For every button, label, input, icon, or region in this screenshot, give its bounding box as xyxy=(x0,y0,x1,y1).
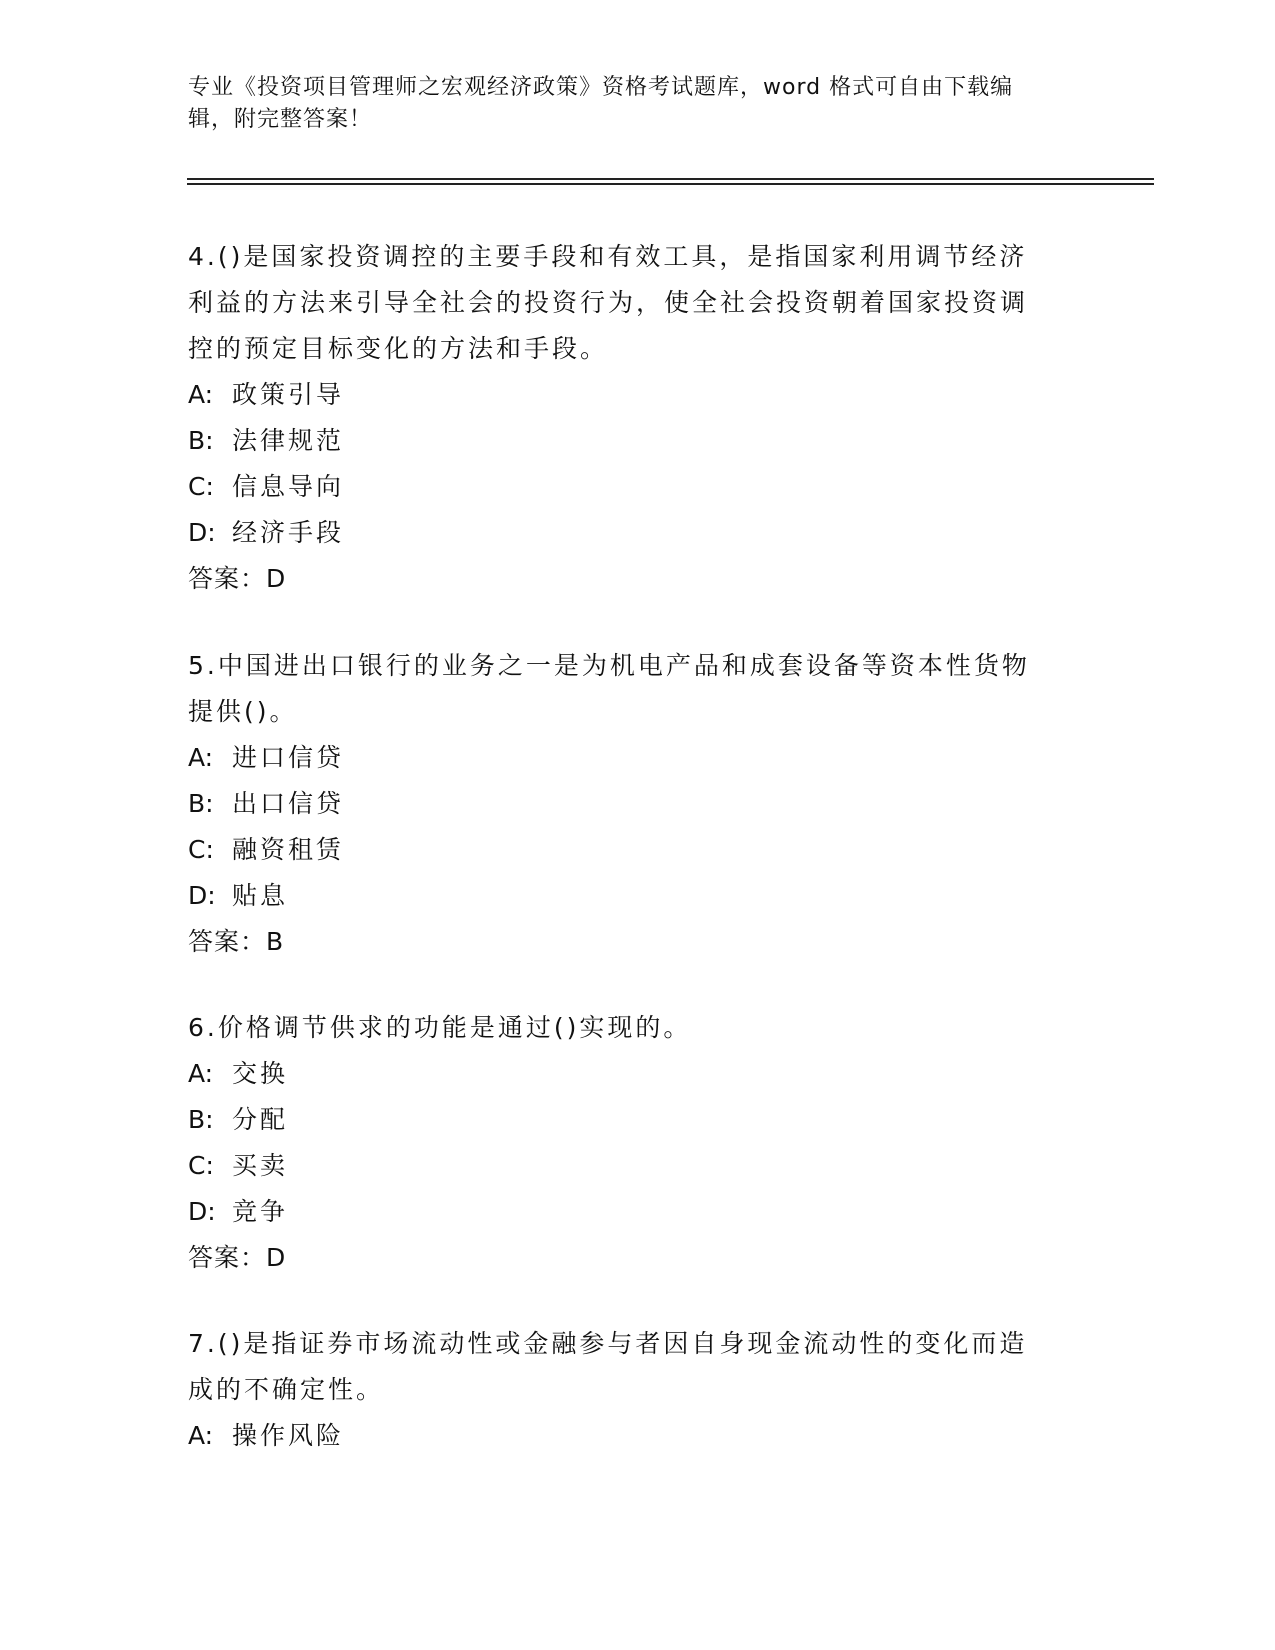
option-key: A: xyxy=(188,380,214,409)
option-c xyxy=(188,827,1068,873)
question-stem xyxy=(188,1005,1068,1051)
option-d xyxy=(188,510,1068,556)
header-line-1: 专业《投资项目管理师之宏观经济政策》资格考试题库，word 格式可自由下载编 xyxy=(188,75,1014,100)
header-divider-top xyxy=(187,178,1154,180)
option-key: A: xyxy=(188,1059,214,1088)
option-text: 分配 xyxy=(232,1105,289,1134)
option-a xyxy=(188,1051,1068,1097)
document-header xyxy=(188,72,1068,136)
option-key: A: xyxy=(188,743,214,772)
option-a xyxy=(188,735,1068,781)
question-6 xyxy=(188,1005,1068,1281)
option-text: 出口信贷 xyxy=(232,789,345,818)
option-c xyxy=(188,1143,1068,1189)
option-text: 交换 xyxy=(232,1059,289,1088)
option-text: 竞争 xyxy=(232,1197,289,1226)
stem-line: 利益的方法来引导全社会的投资行为，使全社会投资朝着国家投资调 xyxy=(188,288,1029,317)
header-divider-bottom xyxy=(187,183,1154,185)
question-5 xyxy=(188,643,1068,965)
stem-line: 成的不确定性。 xyxy=(188,1375,385,1404)
option-text: 信息导向 xyxy=(232,472,345,501)
header-line-2: 辑，附完整答案！ xyxy=(188,107,373,132)
stem-line: 7.()是指证券市场流动性或金融参与者因自身现金流动性的变化而造 xyxy=(188,1329,1028,1358)
option-key: B: xyxy=(188,789,214,818)
option-b xyxy=(188,418,1068,464)
option-text: 操作风险 xyxy=(232,1421,345,1450)
option-text: 政策引导 xyxy=(232,380,345,409)
stem-line: 提供()。 xyxy=(188,697,298,726)
question-stem xyxy=(188,234,1068,372)
option-key: C: xyxy=(188,1151,214,1180)
question-stem xyxy=(188,1321,1068,1413)
question-4 xyxy=(188,234,1068,602)
stem-line: 5.中国进出口银行的业务之一是为机电产品和成套设备等资本性货物 xyxy=(188,651,1030,680)
option-key: C: xyxy=(188,472,214,501)
option-d xyxy=(188,873,1068,919)
question-stem xyxy=(188,643,1068,735)
option-key: B: xyxy=(188,426,214,455)
option-b xyxy=(188,1097,1068,1143)
option-text: 买卖 xyxy=(232,1151,289,1180)
option-text: 经济手段 xyxy=(232,518,345,547)
option-b xyxy=(188,781,1068,827)
stem-line: 控的预定目标变化的方法和手段。 xyxy=(188,334,609,363)
option-a xyxy=(188,372,1068,418)
option-key: B: xyxy=(188,1105,214,1134)
option-text: 法律规范 xyxy=(232,426,345,455)
option-key: A: xyxy=(188,1421,214,1450)
option-key: D: xyxy=(188,518,216,547)
answer-line: 答案：D xyxy=(188,564,287,593)
option-text: 融资租赁 xyxy=(232,835,345,864)
option-key: D: xyxy=(188,1197,216,1226)
option-text: 进口信贷 xyxy=(232,743,345,772)
stem-line: 4.()是国家投资调控的主要手段和有效工具，是指国家利用调节经济 xyxy=(188,242,1028,271)
option-a xyxy=(188,1413,1068,1459)
stem-line: 6.价格调节供求的功能是通过()实现的。 xyxy=(188,1013,692,1042)
question-7 xyxy=(188,1321,1068,1459)
option-key: C: xyxy=(188,835,214,864)
option-c xyxy=(188,464,1068,510)
option-text: 贴息 xyxy=(232,881,289,910)
answer-line: 答案：D xyxy=(188,1243,287,1272)
answer-line: 答案：B xyxy=(188,927,285,956)
option-key: D: xyxy=(188,881,216,910)
option-d xyxy=(188,1189,1068,1235)
